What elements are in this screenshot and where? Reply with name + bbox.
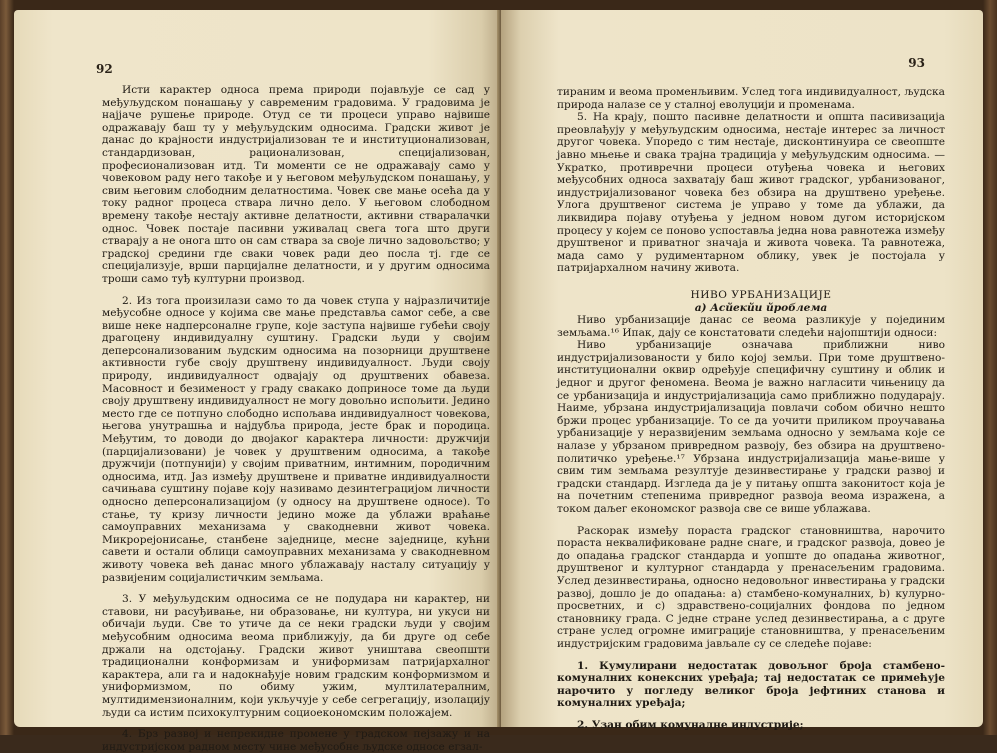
right-page	[501, 10, 983, 731]
right-page-number: 93	[908, 56, 925, 70]
paragraph: Ниво урбанизације данас се веома разликује у појединим земљама.¹⁶ Ипак, дају се констатовати следећи најопштији односи:	[557, 314, 945, 339]
paragraph: 3. У међуљудским односима се не подудара ни карактер, ни ставови, ни расуђивање, ни образовање, ни култура, ни укуси ни обичаји људи. Све то утиче да се неки градски људи у својим међусобним односима веома приближују, да би друге од себе држали на одстојању. Градски живот уништава свеопшти традиционални конформизам и униформизам патријархалног карактера, али га и надокнађује новим градским конформизмом и униформизмом, по обиму ужим, мултилатералним, мултидимензионалним, који укључује у себе сегрегацију, изолацију људи са истим психокултурним социоекономским положајем.	[102, 593, 490, 719]
right-page-text	[557, 86, 945, 732]
paragraph: Раскорак између пораста градског становништва, нарочито пораста неквалификоване радне снаге, и градског развоја, довео је до опадања градског стандарда и уопште до опадања животног, друштвеног и културног стандарда у пренасељеним градовима. Услед дезинвестирања, односно недовољног инвестирања у градски развој, дошло је до опадања: а) стамбено-комуналних, b) кулурно-просветних, и c) здравствено-социјалних фондова по једном становнику града. С једне стране услед дезинвестирања, а с друге стране услед огромне имиграције становништва, у пренасељеним индустријским градовима јављале су се следеће појаве:	[557, 524, 945, 650]
section-title: НИВО УРБАНИЗАЦИЈЕ	[690, 288, 832, 301]
paragraph: 2. Из тога произилази само то да човек ступа у најразличитије међусобне односе у којима све мање представља самог себе, а све више неке надперсоналне групе, које заступа највише губећи своју драгоцену индивидуалну суштину. Градски људи у својим деперсонализованим људским односима на позорници друштвене активности губе своју друштвену индивидуалност. Људи своју природу, индивидуалност одвајају од друштвених обавеза. Масовност и безименост у граду свакако доприносе томе да људи своју друштвену индивидуалност не могу довољно испољити. Једино место где се потпуно слободно испољава индивидуалност човекова, његова унутрашња и најдубља природа, јесте брак и породица. Међутим, то доводи до двојаког карактера личности: дружчији (парцијализовани) је човек у друштвеним односима, а такође дружчији (потпунији) у својим приватним, интимним, породичним односима, итд. Јаз између друштвене и приватне индивидуалности сачињава суштину појаве коју називамо дезинтеграцијом личности односно деперсонализацијом (у односу на друштвене односе). То стање, ту кризу личности једино може да ублажи враћање самоуправних механизама у свакодневни живот човека. Микрорејонисање, станбене заједнице, месне заједнице, кућни савети и остали облици самоуправних механизама у свакодневном животу човека већ данас много ублажавају насталу ситуацију у развијеним социјалистичким земљама.	[102, 294, 490, 584]
list-item: 1. Кумулирани недостатак довољног броја стамбено-комуналних конексних уређаја; тај недостатак се примећује нарочито у погледу великог броја јефтиних станова и комуналних уређаја;	[557, 659, 945, 710]
list	[557, 660, 945, 732]
left-page-number: 92	[96, 62, 113, 76]
paragraph: тираним и веома променљивим. Услед тога индивидуалност, људска природа налазе се у сталној еволуцији и променама.	[557, 86, 945, 111]
paragraph: 4. Брз развој и непрекидне промене у градском пејзажу и на индустријском радном месту чине међусобне људске односе егзал-	[102, 728, 490, 753]
subsection-title: а) Асйекйи йроблема	[694, 301, 828, 314]
left-page	[14, 10, 501, 753]
left-page-text	[102, 84, 490, 753]
paragraph: Ниво урбанизације означава приближни ниво индустријализованости у било којој земљи. При томе друштвено-институционални оквир одређује специфичну суштину и облик и једног и другог феномена. Веома је важно нагласити чињеницу да се урбанизација и индустријализација само приближно подударају. Наиме, убрзана индустријализација повлачи собом обично нешто бржи процес урбанизације. То се да уочити приликом проучавања урбанизације у неразвијеним земљама односно у земљама које се налазе у убрзаном привредном развоју, без обзира на друштвено-политичко уређење.¹⁷ Убрзана индустријализација мање-више у свим тим земљама резултује дезинвестирање у градски развој и градски стандард. Изгледа да је у питању општа законитост која је на почетним степенима привредног развоја веома изражена, а током даљег економског развоја све се више ублажава.	[557, 339, 945, 515]
paragraph: 5. На крају, пошто пасивне делатности и општа пасивизација преовлађују у међуљудским односима, нестаје интерес за личност другог човека. Упоредо с тим нестаје, дисконтинуира се свеопште јавно мњење и свака трајна традиција у међуљудским односима. — Укратко, противречни процеси отуђења човека и његових међусобних односа захватају баш живот градског, урбанизованог, индустријализованог човека без обзира на друштвено уређење. Улога друштвеног система је управо у томе да ублажи, да ликвидира појаву отуђења у једном новом дугом историјском процесу у којем се поново успоставља једна нова равнотежа између друштвеног и приватног значаја и живота човека. Та равнотежа, мада само у рудиментарном облику, увек је постојала у патријархалном начину живота.	[557, 111, 945, 275]
list-item: 2. Узан обим комуналне индустрије;	[577, 718, 804, 731]
paragraph: Исти карактер односа према природи појављује се сад у међуљудском понашању у савременим градовима. У градовима је најјаче рушење природе. Отуд се ти процеси управо највише одражавају баш ту у међуљудским односима. Градски живот је данас до крајности индустријализован те и институционализован, стандардизован, рационализован, специјализован, професионализован итд. Ти моменти се не одражавају само у човековом раду него такође и у његовом међуљудском понашању, у свим његовим слободним делатностима. Човек све мање осећа да у току радног процеса ствара лично дело. У његовом слободном времену такође нестају активне делатности, активни стваралачки однос. Човек постаје пасивни уживалац свега тога што други стварају а не онога што он сам ствара за своје лично задовољство; у градској средини где сваки човек ради део посла тј. где се специјализује, врши парцијалне делатности, и у другим односима троши само туђ културни производ.	[102, 84, 490, 285]
